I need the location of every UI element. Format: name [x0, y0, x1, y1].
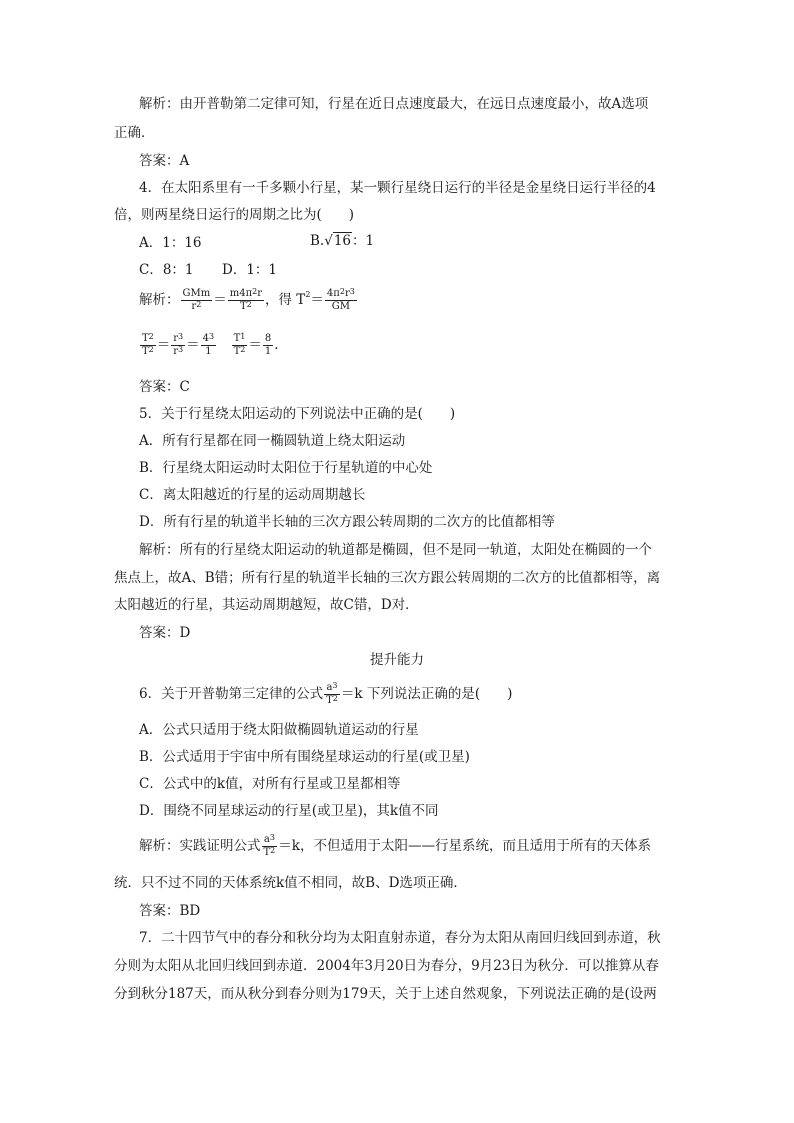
q4-option-d: D．1：1 — [222, 262, 278, 278]
q7-stem-line1: 7．二十四节气中的春分和秋分均为太阳直射赤道，春分为太阳从南回归线回到赤道，秋 — [139, 930, 661, 946]
q6-answer: 答案：BD — [139, 903, 201, 919]
q6-analysis-line1: 解析：实践证明公式 $\frac{a^3}{T^2}$ ＝k，不但适用于太阳——行星系统，而且适用于所有的天体系 — [139, 833, 651, 858]
q5-option-c: C．离太阳越近的行星的运动周期越长 — [139, 487, 366, 503]
q3-answer: 答案：A — [139, 153, 190, 169]
q4-option-c: C．8：1 — [139, 262, 194, 278]
q6-option-b: B．公式适用于宇宙中所有围绕星球运动的行星(或卫星) — [139, 749, 470, 765]
fraction: $\frac{4\pi^2r^3}{GM}$ — [326, 287, 355, 312]
fraction: $\frac{T^1}{T^2}$ — [233, 332, 246, 357]
fraction: $\frac{8}{1}$ — [264, 333, 272, 357]
q5-option-a: A．所有行星都在同一椭圆轨道上绕太阳运动 — [139, 433, 406, 449]
q4-stem-line2: 倍，则两星绕日运行的周期之比为( ) — [114, 207, 355, 223]
q5-answer: 答案：D — [139, 625, 191, 641]
q5-analysis-line2: 焦点上，故A、B错；所有行星的轨道半长轴的三次方跟公转周期的二次方的比值都相等，离 — [114, 570, 661, 586]
q4-stem-line1: 4．在太阳系里有一千多颗小行星，某一颗行星绕日运行的半径是金星绕日运行半径的4 — [139, 180, 656, 196]
q4-answer: 答案：C — [139, 379, 190, 395]
section-title: 提升能力 — [370, 652, 424, 668]
fraction: $\frac{T^2}{T^2}$ — [142, 332, 154, 357]
q4-option-b: B.√16：1 — [310, 233, 375, 249]
q5-analysis-line1: 解析：所有的行星绕太阳运动的轨道都是椭圆，但不是同一轨道，太阳处在椭圆的一个 — [139, 542, 652, 558]
q6-stem: 6．关于开普勒第三定律的公式 $\frac{a^3}{T^2}$ ＝k 下列说法正确的是( ) — [139, 681, 513, 706]
q4-option-a: A．1：16 — [139, 235, 202, 251]
q3-analysis-line1: 解析：由开普勒第二定律可知，行星在近日点速度最大，在远日点速度最小，故A选项 — [139, 96, 649, 112]
q3-analysis-line2: 正确． — [114, 125, 155, 141]
fraction: $\frac{a^3}{T^2}$ — [263, 833, 276, 858]
fraction: $\frac{\text{GMm}}{r^2}$ — [182, 288, 211, 312]
q4-analysis-formula: 解析： $\frac{\text{GMm}}{r^2}$ ＝ $\frac{m4\pi^2r}{T^2}$ ，得 $T^2=$ $\frac{4\pi^2r^3}{GM}$ — [139, 287, 355, 312]
q5-stem: 5．关于行星绕太阳运动的下列说法中正确的是( ) — [139, 406, 456, 422]
q5-analysis-line3: 太阳越近的行星，其运动周期越短，故C错，D对． — [114, 597, 419, 613]
fraction: $\frac{m4\pi^2r}{T^2}$ — [229, 287, 263, 312]
q6-option-a: A．公式只适用于绕太阳做椭圆轨道运动的行星 — [139, 722, 419, 738]
q6-analysis-line2: 统．只不过不同的天体系统k值不相同，故B、D选项正确． — [114, 875, 467, 891]
fraction: $\frac{4^3}{1}$ — [202, 332, 215, 357]
fraction: $\frac{a^3}{T^2}$ — [326, 681, 338, 706]
q5-option-d: D．所有行星的轨道半长轴的三次方跟公转周期的二次方的比值都相等 — [139, 514, 555, 530]
q7-stem-line3: 分到秋分187天，而从秋分到春分则为179天，关于上述自然观象，下列说法正确的是(设两 — [114, 986, 657, 1002]
q6-option-d: D．围绕不同星球运动的行星(或卫星)，其k值不同 — [139, 803, 439, 819]
q6-option-c: C．公式中的k值，对所有行星或卫星都相等 — [139, 776, 401, 792]
q4-ratio-formula: $\frac{T^2}{T^2}$ ＝ $\frac{r^3}{r^3}$ ＝ $\frac{4^3}{1}$ $\frac{T^1}{T^2}$ ＝ $\frac{8}{1}$ . — [142, 332, 279, 357]
q7-stem-line2: 分则为太阳从北回归线回到赤道．2004年3月20日为春分，9月23日为秋分．可以推算从春 — [114, 958, 659, 974]
fraction: $\frac{r^3}{r^3}$ — [173, 332, 184, 357]
q5-option-b: B．行星绕太阳运动时太阳位于行星轨道的中心处 — [139, 460, 433, 476]
